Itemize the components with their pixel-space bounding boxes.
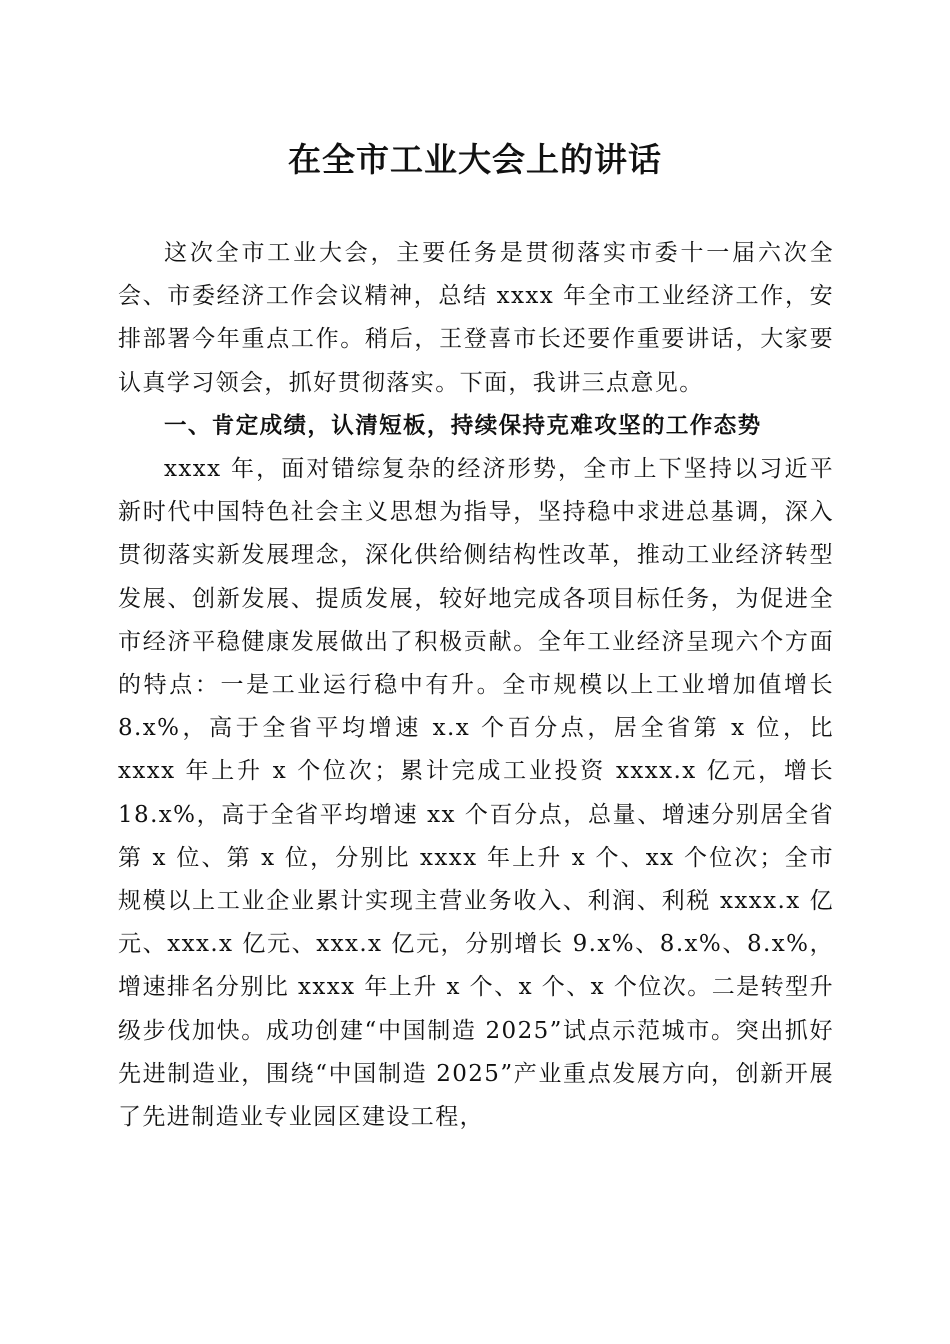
document-title: 在全市工业大会上的讲话 [288,140,662,179]
document-body [118,232,834,1139]
section-heading: 一、肯定成绩，认清短板，持续保持克难攻坚的工作态势 [164,412,762,439]
section-paragraph: xxxx 年，面对错综复杂的经济形势，全市上下坚持以习近平新时代中国特色社会主义思想为指导，坚持稳中求进总基调，深入贯彻落实新发展理念，深化供给侧结构性改革，推动工业经济转型发展、创新发展、提质发展，较好地完成各项目标任务，为促进全市经济平稳健康发展做出了积极贡献。全年工业经济呈现六个方面的特点：一是工业运行稳中有升。全市规模以上工业增加值增长 8.x%，高于全省平均增速 x.x 个百分点，居全省第 x 位，比 xxxx 年上升 x 个位次；累计完成工业投资 xxxx.x 亿元，增长 18.x%，高于全省平均增速 xx 个百分点，总量、增速分别居全省第 x 位、第 x 位，分别比 xxxx 年上升 x 个、xx 个位次；全市规模以上工业企业累计实现主营业务收入、利润、利税 xxxx.x 亿元、xxx.x 亿元、xxx.x 亿元，分别增长 9.x%、8.x%、8.x%，增速排名分别比 xxxx 年上升 x 个、x 个、x 个位次。二是转型升级步伐加快。成功创建“中国制造 2025”试点示范城市。突出抓好先进制造业，围绕“中国制造 2025”产业重点发展方向，创新开展了先进制造业专业园区建设工程， [118,456,834,1131]
intro-paragraph: 这次全市工业大会，主要任务是贯彻落实市委十一届六次全会、市委经济工作会议精神，总结 xxxx 年全市工业经济工作，安排部署今年重点工作。稍后，王登喜市长还要作重要讲话，大家要认真学习领会，抓好贯彻落实。下面，我讲三点意见。 [118,240,834,396]
